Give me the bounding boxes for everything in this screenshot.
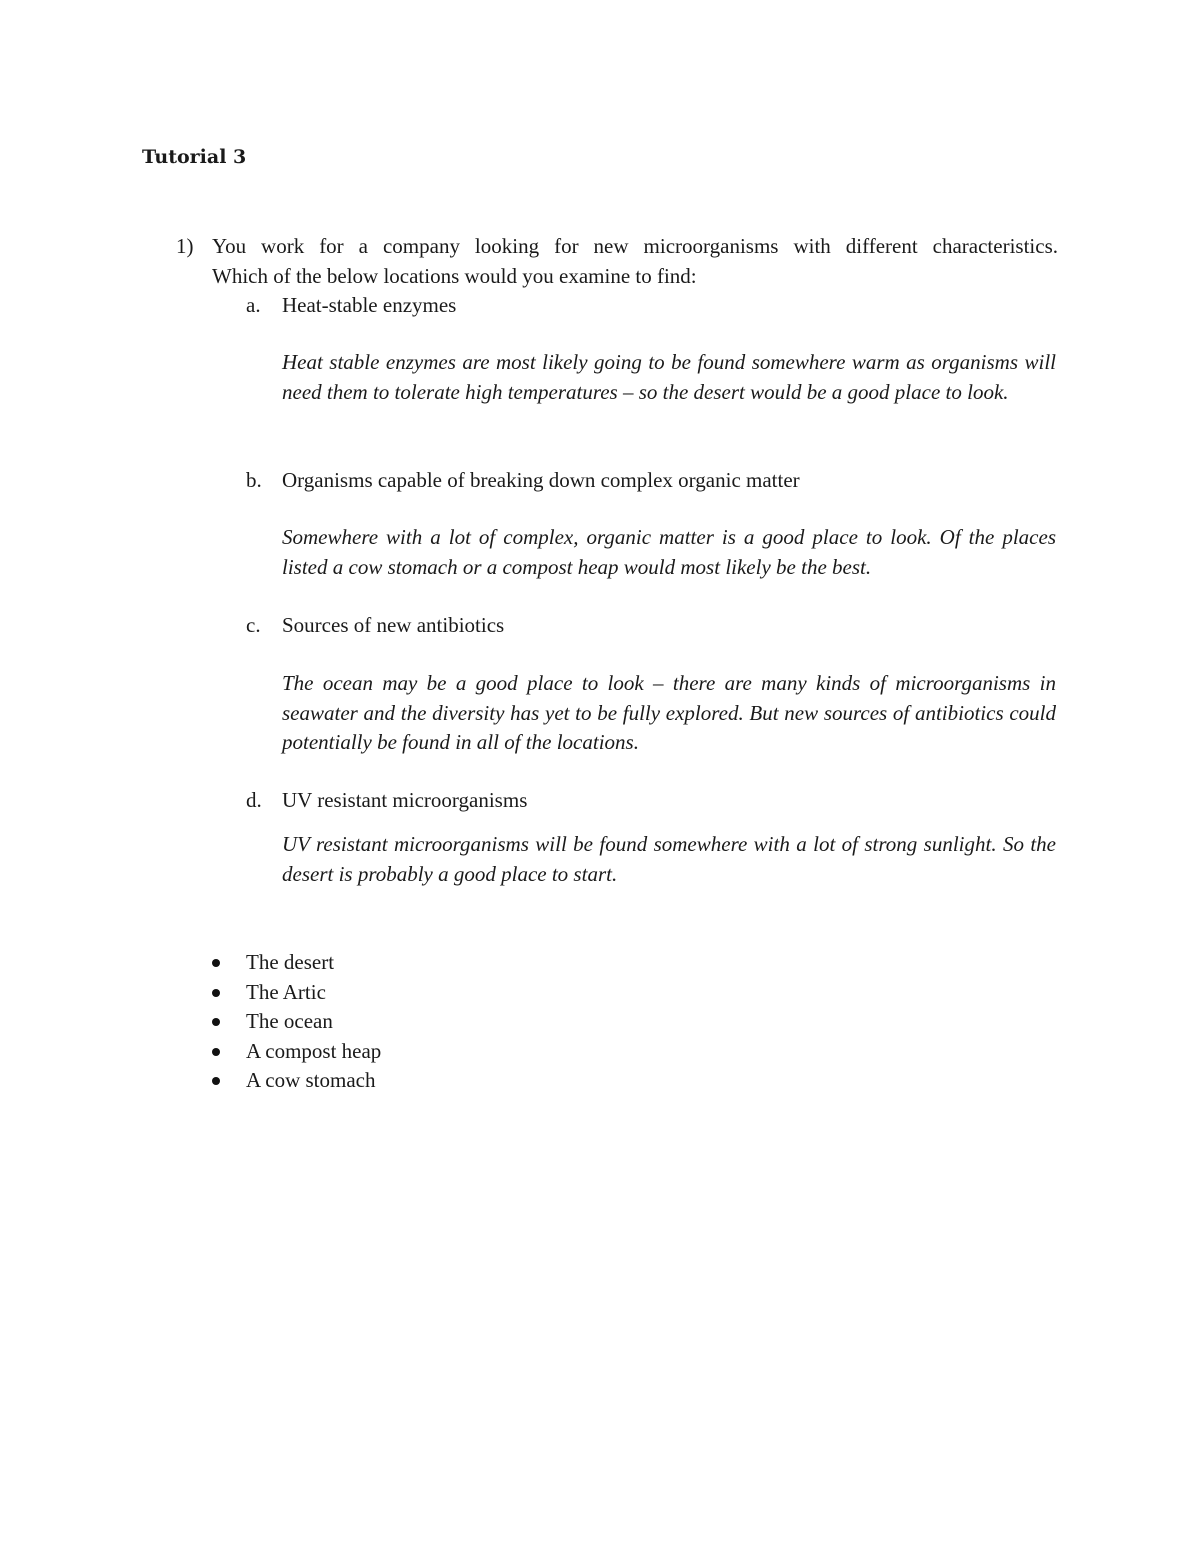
part-c-letter: c. — [246, 613, 261, 637]
bullet-icon — [212, 1018, 220, 1026]
part-c-label: Sources of new antibiotics — [282, 613, 505, 637]
location-label: A cow stomach — [246, 1068, 376, 1092]
bullet-icon — [212, 989, 220, 997]
question-line-2: Which of the below locations would you examine to find: — [212, 264, 697, 288]
part-d-answer: UV resistant microorganisms will be found somewhere with a lot of strong sunlight. So the desert is probably a good place to start. — [282, 832, 1056, 886]
location-label: The desert — [246, 950, 335, 974]
part-a-label: Heat-stable enzymes — [282, 293, 457, 317]
question-text — [212, 231, 1058, 291]
part-a-answer: Heat stable enzymes are most likely going to be found somewhere warm as organisms will need them to tolerate high temperatures – so the desert would be a good place to look. — [282, 350, 1056, 404]
location-label: The ocean — [246, 1009, 333, 1033]
part-b-label: Organisms capable of breaking down complex organic matter — [282, 468, 800, 492]
bullet-icon — [212, 959, 220, 967]
bullet-icon — [212, 1048, 220, 1056]
part-d-label: UV resistant microorganisms — [282, 788, 528, 812]
part-a-letter: a. — [246, 293, 261, 317]
part-d-letter: d. — [246, 788, 262, 812]
location-label: The Artic — [246, 979, 326, 1004]
part-b-letter: b. — [246, 468, 262, 492]
page-title: Tutorial 3 — [142, 146, 247, 168]
question-number: 1) — [176, 234, 194, 258]
question-line-1: You work for a company looking for new microorganisms with different characteristics. — [212, 234, 1058, 258]
part-c-answer: The ocean may be a good place to look – there are many kinds of microorganisms in seawater and the diversity has yet to be fully explored. But new sources of antibiotics could potentially be found in all of the locations. — [282, 671, 1056, 754]
location-label: A compost heap — [246, 1038, 382, 1063]
bullet-icon — [212, 1077, 220, 1085]
part-b-answer: Somewhere with a lot of complex, organic matter is a good place to look. Of the places listed a cow stomach or a compost heap would most likely be the best. — [282, 525, 1056, 579]
